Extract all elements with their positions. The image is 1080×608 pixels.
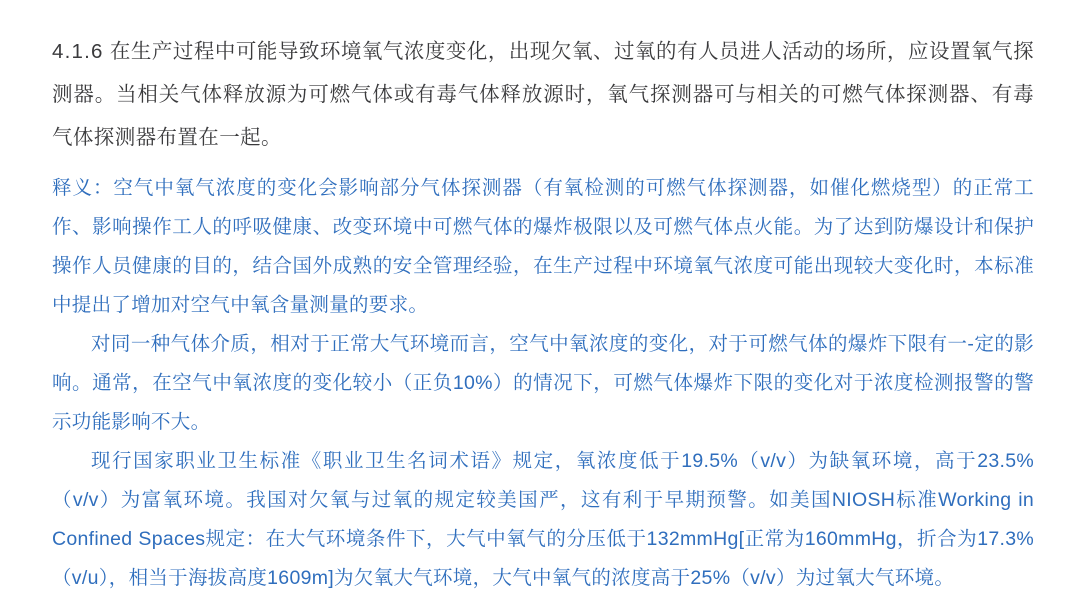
- explanation-first-paragraph: [52, 169, 1034, 325]
- explanation-block: [52, 169, 1034, 598]
- clause-paragraph: [52, 30, 1034, 159]
- explanation-paragraph-1: 空气中氧气浓度的变化会影响部分气体探测器（有氧检测的可燃气体探测器，如催化燃烧型）的正常工作、影响操作工人的呼吸健康、改变环境中可燃气体的爆炸极限以及可燃气体点火能。为了达到防爆设计和保护操作人员健康的目的，结合国外成熟的安全管理经验，在生产过程中环境氧气浓度可能出现较大变化时，本标准中提出了增加对空气中氧含量测量的要求。: [52, 177, 1034, 316]
- clause-text: 在生产过程中可能导致环境氧气浓度变化，出现欠氧、过氧的有人员进人活动的场所，应设置氧气探测器。当相关气体释放源为可燃气体或有毒气体释放源时，氧气探测器可与相关的可燃气体探测器、有毒气体探测器布置在一起。: [52, 40, 1034, 149]
- explanation-paragraph-3: 现行国家职业卫生标准《职业卫生名词术语》规定，氧浓度低于19.5%（v/v）为缺氧环境，高于23.5%（v/v）为富氧环境。我国对欠氧与过氧的规定较美国严，这有利于早期预警。如美国NIOSH标准Working in Confined Spaces规定：在大气环境条件下，大气中氧气的分压低于132mmHg[正常为160mmHg，折合为17.3%（v/u），相当于海拔高度1609m]为欠氧大气环境，大气中氧气的浓度高于25%（v/v）为过氧大气环境。: [52, 450, 1034, 589]
- clause-number: 4.1.6: [52, 40, 104, 63]
- explanation-paragraph-3-wrap: [52, 442, 1034, 598]
- explanation-label: 释义：: [52, 177, 114, 199]
- explanation-paragraph-2-wrap: [52, 325, 1034, 442]
- explanation-paragraph-2: 对同一种气体介质，相对于正常大气环境而言，空气中氧浓度的变化，对于可燃气体的爆炸下限有一-定的影响。通常，在空气中氧浓度的变化较小（正负10%）的情况下，可燃气体爆炸下限的变化对于浓度检测报警的警示功能影响不大。: [52, 333, 1034, 433]
